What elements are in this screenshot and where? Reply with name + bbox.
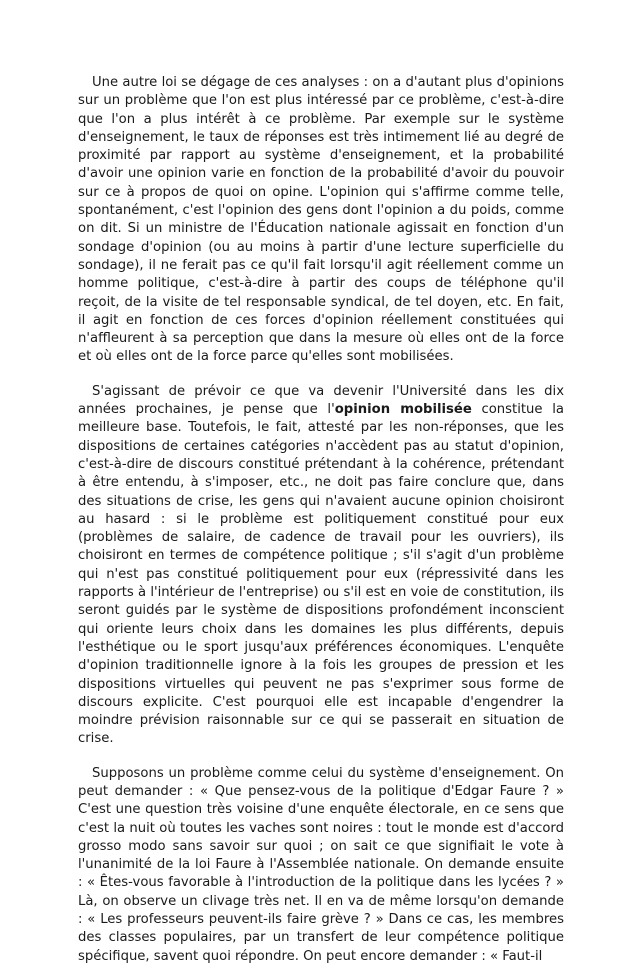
paragraph-text-after: constitue la meilleure base. Toutefois, le fait, attesté par les non-réponses, que les dispositions de certaines catégories n'accèdent pas au statut d'opinion, c'est-à-dire de discours constitué prétendant à la cohérence, prétendant à être entendu, à s'imposer, etc., ne doit pas faire conclure que, dans des situations de crise, les gens qui n'avaient aucune opinion choisiront au hasard : si le problème est politiquement constitué pour eux (problèmes de salaire, de cadence de travail pour les ouvriers), ils choisiront en termes de compétence politique ; s'il s'agit d'un problème qui n'est pas constitué politiquement pour eux (répressivité dans les rapports à l'intérieur de l'entreprise) ou s'il est en voie de constitution, ils seront guidés par le système de dispositions profondément inconscient qui oriente leurs choix dans les domaines les plus différents, depuis l'esthétique ou le sport jusqu'aux préférences économiques. L'enquête d'opinion traditionnelle ignore à la fois les groupes de pression et les dispositions virtuelles qui peuvent ne pas s'exprimer sous forme de discours explicite. C'est pourquoi elle est incapable d'engendrer la moindre prévision raisonnable sur ce qui se passerait en situation de crise. [78,402,564,747]
paragraph-education-example [78,765,564,966]
bold-term: opinion mobilisée [334,402,472,418]
paragraph-opinion-interest [78,74,564,367]
paragraph-text: Supposons un problème comme celui du système d'enseignement. On peut demander : « Que pensez-vous de la politique d'Edgar Faure ? » C'est une question très voisine d'une enquête électorale, en ce sens que c'est la nuit où toutes les vaches sont noires : tout le monde est d'accord grosso modo sans savoir sur quoi ; on sait ce que signifiait le vote à l'unanimité de la loi Faure à l'Assemblée nationale. On demande ensuite : « Êtes-vous favorable à l'introduction de la politique dans les lycées ? » Là, on observe un clivage très net. Il en va de même lorsqu'on demande : « Les professeurs peuvent-ils faire grève ? » Dans ce cas, les membres des classes populaires, par un transfert de leur compétence politique spécifique, savent quoi répondre. On peut encore demander : « Faut-il [78,765,564,964]
paragraph-mobilized-opinion [78,383,564,749]
paragraph-text-before: S'agissant de prévoir ce que va devenir l'Université dans les dix années prochaines, je pense que l' [78,383,564,418]
paragraph-text: Une autre loi se dégage de ces analyses : on a d'autant plus d'opinions sur un problème que l'on est plus intéressé par ce problème, c'est-à-dire que l'on a plus intérêt à ce problème. Par exemple sur le système d'enseignement, le taux de réponses est très intimement lié au degré de proximité par rapport au système d'enseignement, et la probabilité d'avoir une opinion varie en fonction de la probabilité d'avoir du pouvoir sur ce à propos de quoi on opine. L'opinion qui s'affirme comme telle, spontanément, c'est l'opinion des gens dont l'opinion a du poids, comme on dit. Si un ministre de l'Éducation nationale agissait en fonction d'un sondage d'opinion (ou au moins à partir d'une lecture superficielle du sondage), il ne ferait pas ce qu'il fait lorsqu'il agit réellement comme un homme politique, c'est-à-dire à partir des coups de téléphone qu'il reçoit, de la visite de tel responsable syndical, de tel doyen, etc. En fait, il agit en fonction de ces forces d'opinion réellement constituées qui n'affleurent à sa perception que dans la mesure où elles ont de la force et où elles ont de la force parce qu'elles sont mobilisées. [78,75,564,365]
document-page [78,74,564,966]
